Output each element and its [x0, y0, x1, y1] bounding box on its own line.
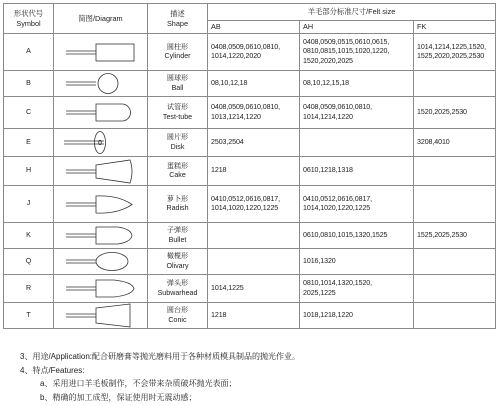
ab-sizes — [208, 223, 300, 249]
ah-sizes — [300, 129, 414, 157]
radish-diagram — [60, 192, 142, 217]
ah-sizes: 0408,0509,0515,0610,0615, 0810,0815,1015,1020,1220, 1520,2020,2025 — [300, 34, 414, 71]
shape-cell — [148, 157, 208, 186]
table-row — [4, 303, 496, 329]
symbol-cell: C — [4, 97, 54, 129]
shape-name-zh: 萝卜形 — [166, 194, 189, 203]
table-row — [4, 249, 496, 275]
shape-name-zh: 圆片形 — [166, 133, 189, 142]
table-row — [4, 223, 496, 249]
shape-name-en: Test-tube — [162, 112, 193, 121]
header-symbol-zh: 形状代号 — [13, 9, 44, 18]
header-shape-zh: 描述 — [170, 9, 185, 18]
table-row — [4, 275, 496, 303]
shape-cell — [148, 275, 208, 303]
shape-name-zh: 蛋糕形 — [166, 161, 189, 170]
fk-sizes — [414, 275, 496, 303]
table-row — [4, 129, 496, 157]
diagram-cell — [54, 34, 148, 71]
ab-sizes — [208, 249, 300, 275]
symbol-cell: B — [4, 71, 54, 97]
symbol-cell: R — [4, 275, 54, 303]
shape-cell — [148, 303, 208, 329]
ab-sizes: 0408,0509,0610,0810, 1014,1220,2020 — [208, 34, 300, 71]
ah-sizes: 0810,1014,1320,1520, 2025,1225 — [300, 275, 414, 303]
fk-sizes: 1525,2025,2530 — [414, 223, 496, 249]
fk-sizes — [414, 186, 496, 223]
cylinder-diagram — [60, 40, 142, 65]
symbol-cell: T — [4, 303, 54, 329]
fk-sizes: 1520,2025,2530 — [414, 97, 496, 129]
header-felt-size: 羊毛部分标准尺寸/Felt size — [208, 4, 496, 21]
shape-name-en: Radish — [166, 204, 189, 212]
diagram-cell — [54, 249, 148, 275]
header-shape-en: Shape — [166, 18, 189, 28]
olivary-diagram — [60, 249, 142, 274]
symbol-cell: J — [4, 186, 54, 223]
symbol-cell: A — [4, 34, 54, 71]
header-fk: FK — [414, 21, 496, 34]
diagram-cell — [54, 97, 148, 129]
table-row — [4, 97, 496, 129]
fk-sizes — [414, 303, 496, 329]
fk-sizes — [414, 249, 496, 275]
test-tube-diagram — [60, 100, 142, 125]
note-feature-a: a、采用进口羊毛板制作，不会带来杂质破坏抛光表面； — [40, 379, 237, 389]
note-feature-b: b、精确的加工成型，保证使用时无震动感； — [40, 392, 197, 402]
notes — [20, 350, 300, 404]
shape-name-zh: 圆台形 — [166, 306, 189, 315]
shape-name-en: Bullet — [168, 235, 187, 244]
fk-sizes — [414, 157, 496, 186]
ab-sizes: 1014,1225 — [208, 275, 300, 303]
shape-cell — [148, 223, 208, 249]
ah-sizes: 0610,1218,1318 — [300, 157, 414, 186]
diagram-cell — [54, 223, 148, 249]
ab-sizes: 2503,2504 — [208, 129, 300, 157]
shape-name-en: Conic — [168, 315, 187, 324]
header-shape — [148, 4, 208, 34]
ah-sizes: 1016,1320 — [300, 249, 414, 275]
fk-sizes: 1014,1214,1225,1520, 1525,2020,2025,2530 — [414, 34, 496, 71]
note-features-title: 4、特点/Features: — [20, 365, 85, 375]
diagram-cell — [54, 71, 148, 97]
ab-sizes: 0410,0512,0616,0817, 1014,1020,1220,1225 — [208, 186, 300, 223]
shape-name-en: Ball — [171, 83, 184, 92]
ab-sizes: 1218 — [208, 157, 300, 186]
subwarhead-diagram — [60, 276, 142, 301]
table-row — [4, 157, 496, 186]
ah-sizes: 08,10,12,15,18 — [300, 71, 414, 97]
symbol-cell: H — [4, 157, 54, 186]
shape-name-en: Cake — [169, 171, 186, 179]
shape-name-en: Cylinder — [164, 52, 191, 60]
bullet-diagram — [60, 223, 142, 248]
table-row — [4, 34, 496, 71]
header-symbol — [4, 4, 54, 34]
diagram-cell — [54, 303, 148, 329]
shape-name-zh: 橄榄形 — [166, 252, 189, 261]
ah-sizes: 1018,1218,1220 — [300, 303, 414, 329]
ab-sizes: 1218 — [208, 303, 300, 329]
ah-sizes: 0410,0512,0616,0817, 1014,1020,1220,1225 — [300, 186, 414, 223]
header-ab: AB — [208, 21, 300, 34]
fk-sizes: 3208,4010 — [414, 129, 496, 157]
conic-diagram — [60, 303, 142, 328]
header-ah: AH — [300, 21, 414, 34]
shape-name-zh: 试管形 — [166, 103, 189, 112]
shape-cell — [148, 186, 208, 223]
shape-name-zh: 弹头形 — [166, 279, 189, 288]
shape-cell — [148, 129, 208, 157]
diagram-cell — [54, 129, 148, 157]
diagram-cell — [54, 186, 148, 223]
table-row — [4, 186, 496, 223]
ah-sizes: 0408,0509,0610,0810, 1014,1214,1220 — [300, 97, 414, 129]
shape-cell — [148, 97, 208, 129]
shape-cell — [148, 34, 208, 71]
shape-name-en: Subwarhead — [157, 288, 198, 297]
shape-cell — [148, 249, 208, 275]
disk-diagram — [60, 130, 142, 155]
diagram-cell — [54, 157, 148, 186]
shape-name-en: Olivary — [166, 261, 189, 270]
symbol-cell: E — [4, 129, 54, 157]
symbol-cell: Q — [4, 249, 54, 275]
ball-diagram — [60, 71, 142, 96]
table-row — [4, 71, 496, 97]
felt-size-table — [3, 3, 496, 329]
shape-name-zh: 子弹形 — [166, 226, 189, 235]
ab-sizes: 0408,0509,0610,0810, 1013,1214,1220 — [208, 97, 300, 129]
shape-name-zh: 圆球形 — [166, 74, 189, 83]
shape-name-zh: 圆柱形 — [166, 42, 189, 51]
header-diagram: 简图/Diagram — [54, 4, 148, 34]
note-application: 3、用途/Application:配合研磨膏等抛光磨料用于各种材质模具制品的抛光作业。 — [20, 352, 301, 361]
cake-diagram — [60, 159, 142, 184]
shape-cell — [148, 71, 208, 97]
shape-name-en: Disk — [170, 142, 185, 151]
fk-sizes — [414, 71, 496, 97]
diagram-cell — [54, 275, 148, 303]
ab-sizes: 08,10,12,18 — [208, 71, 300, 97]
ah-sizes: 0610,0810,1015,1320,1525 — [300, 223, 414, 249]
symbol-cell: K — [4, 223, 54, 249]
header-symbol-en: Symbol — [16, 18, 41, 28]
